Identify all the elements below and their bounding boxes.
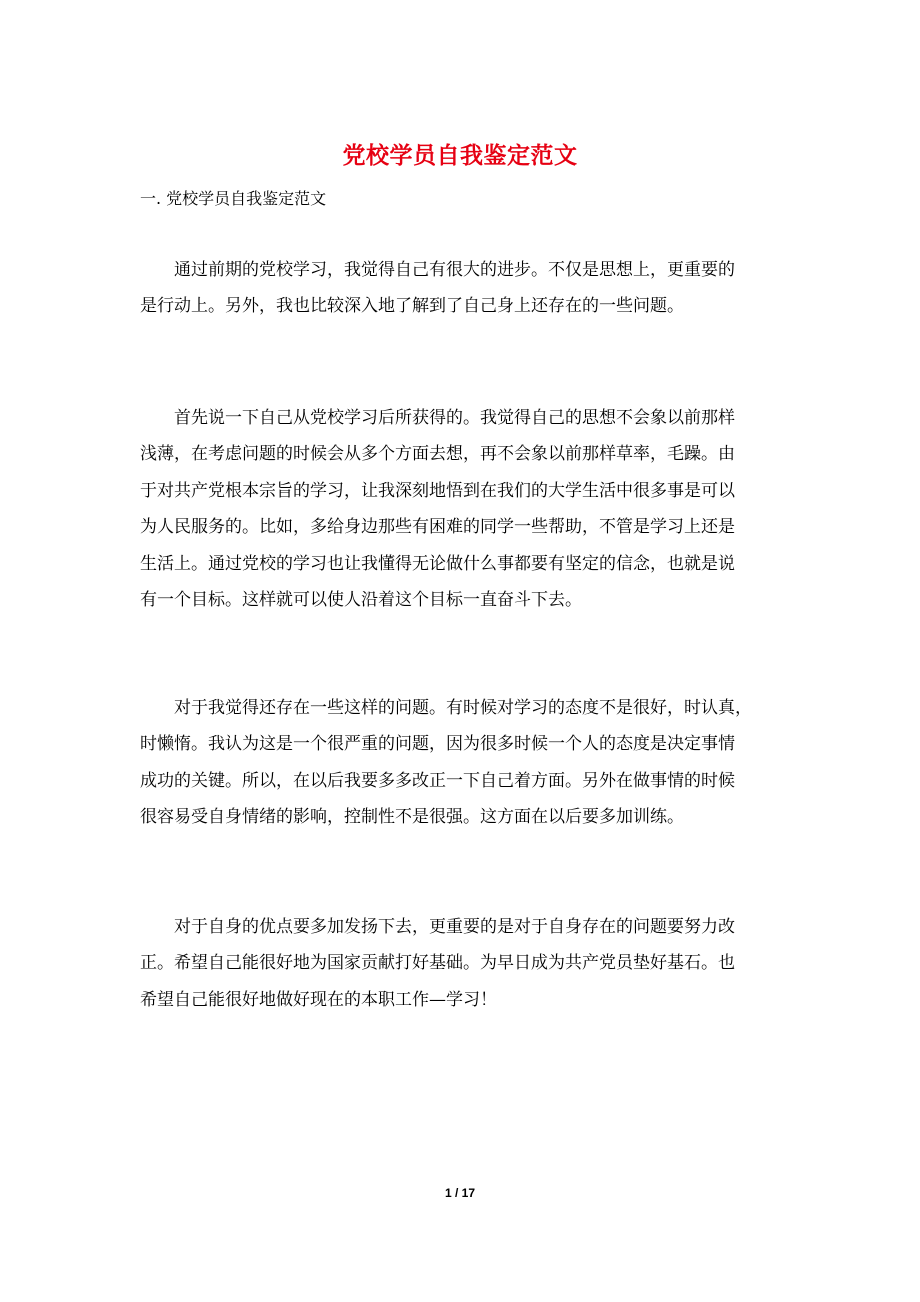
paragraph-line: 正。希望自己能很好地为国家贡献打好基础。为早日成为共产党员垫好基石。也 bbox=[140, 953, 735, 974]
paragraph-1 bbox=[140, 252, 782, 325]
paragraph-line: 对于我觉得还存在一些这样的问题。有时候对学习的态度不是很好，时认真， bbox=[174, 698, 752, 718]
paragraph-line: 于对共产党根本宗旨的学习，让我深刻地悟到在我们的大学生活中很多事是可以 bbox=[140, 480, 735, 501]
paragraph-line: 成功的关键。所以，在以后我要多多改正一下自己着方面。另外在做事情的时候 bbox=[140, 770, 735, 791]
paragraph-line: 对于自身的优点要多加发扬下去，更重要的是对于自身存在的问题要努力改 bbox=[174, 917, 735, 937]
paragraph-line: 生活上。通过党校的学习也让我懂得无论做什么事都要有坚定的信念，也就是说 bbox=[140, 553, 735, 574]
paragraph-line: 浅薄，在考虑问题的时候会从多个方面去想，再不会象以前那样草率，毛躁。由 bbox=[140, 444, 735, 465]
paragraph-line: 希望自己能很好地做好现在的本职工作—学习！ bbox=[140, 989, 497, 1010]
paragraph-4 bbox=[140, 909, 782, 1018]
paragraph-3 bbox=[140, 690, 782, 836]
paragraph-2 bbox=[140, 400, 782, 618]
paragraph-line: 有一个目标。这样就可以使人沿着这个目标一直奋斗下去。 bbox=[140, 589, 582, 610]
document-title: 党校学员自我鉴定范文 bbox=[342, 142, 578, 169]
paragraph-line: 时懒惰。我认为这是一个很严重的问题，因为很多时候一个人的态度是决定事情 bbox=[140, 734, 735, 755]
paragraph-line: 通过前期的党校学习，我觉得自己有很大的进步。不仅是思想上，更重要的 bbox=[174, 260, 735, 280]
section-heading: 一. 党校学员自我鉴定范文 bbox=[140, 189, 327, 208]
page-number: 1 / 17 bbox=[444, 1186, 476, 1200]
paragraph-line: 为人民服务的。比如，多给身边那些有困难的同学一些帮助，不管是学习上还是 bbox=[140, 517, 735, 538]
paragraph-line: 很容易受自身情绪的影响，控制性不是很强。这方面在以后要多加训练。 bbox=[140, 807, 684, 828]
paragraph-line: 是行动上。另外，我也比较深入地了解到了自己身上还存在的一些问题。 bbox=[140, 296, 684, 317]
paragraph-line: 首先说一下自己从党校学习后所获得的。我觉得自己的思想不会象以前那样 bbox=[174, 408, 735, 428]
